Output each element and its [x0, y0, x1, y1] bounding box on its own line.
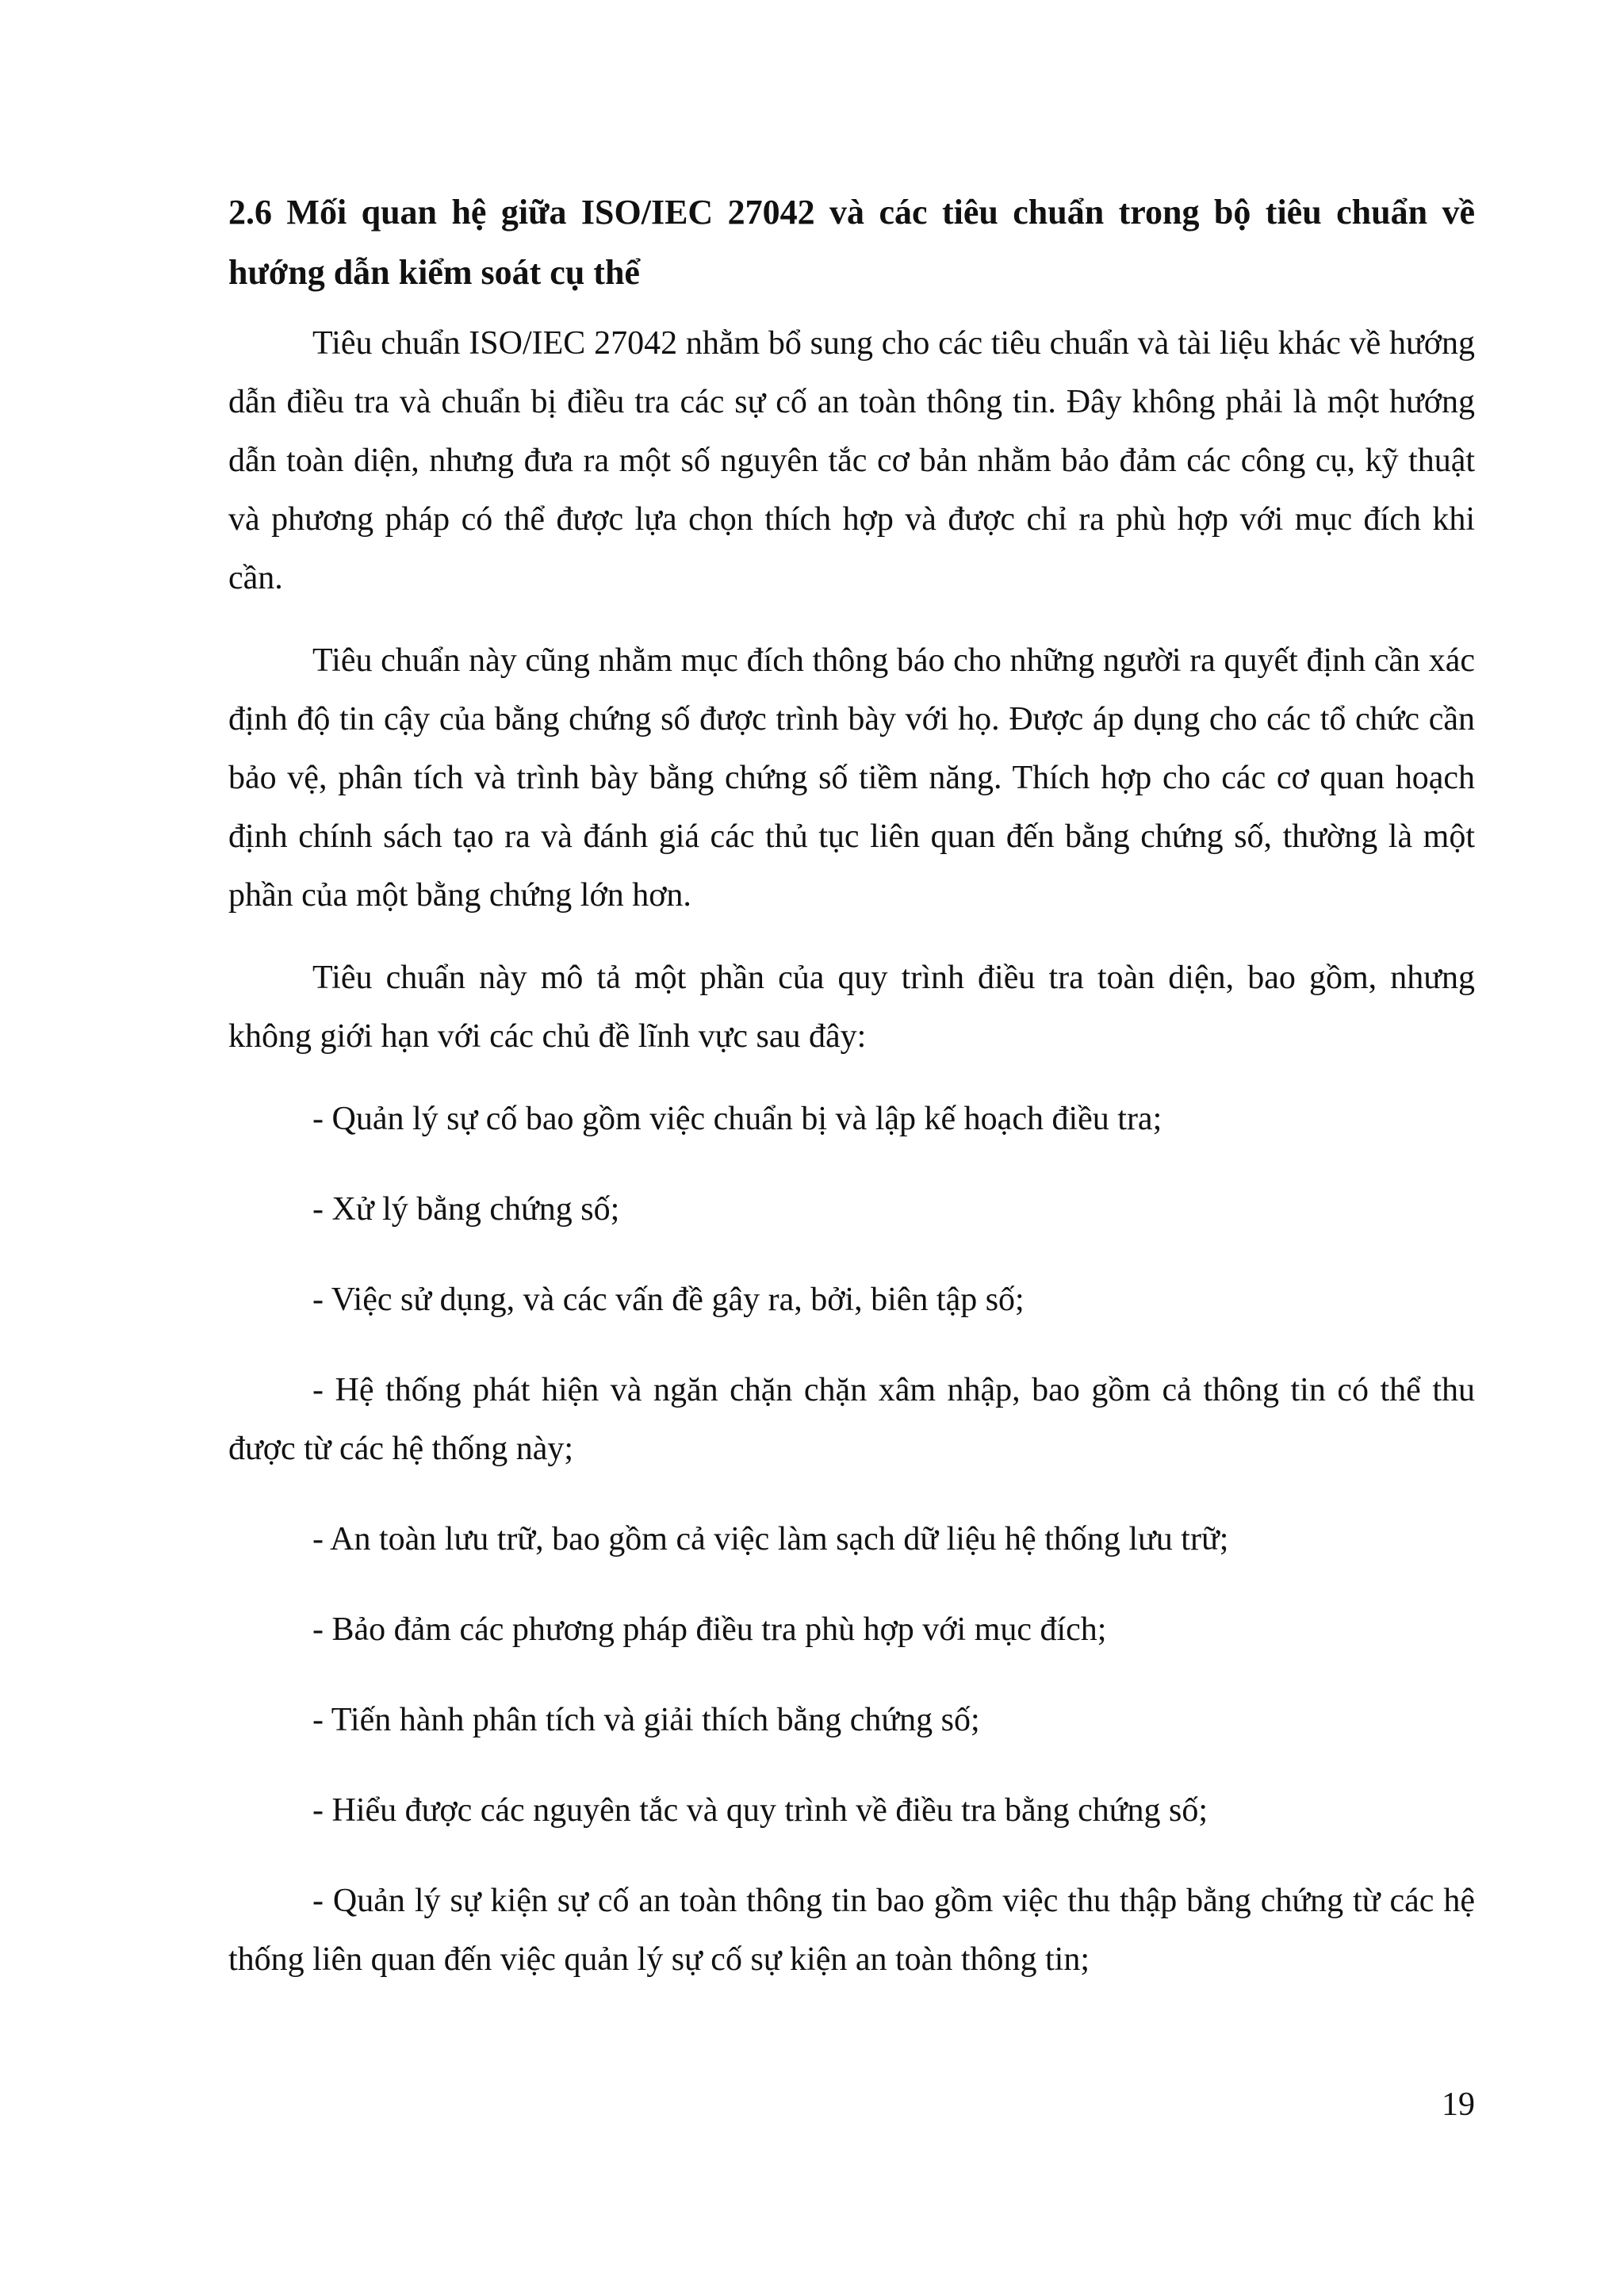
list-item: - Xử lý bằng chứng số; — [312, 1191, 620, 1228]
paragraph-scope: Tiêu chuẩn này mô tả một phần của quy trình điều tra toàn diện, bao gồm, nhưng không giới hạn với các chủ đề lĩnh vực sau đây: — [228, 960, 1475, 1055]
section-heading: 2.6 Mối quan hệ giữa ISO/IEC 27042 và các tiêu chuẩn trong bộ tiêu chuẩn về hướng dẫn kiểm soát cụ thể — [228, 193, 1475, 292]
list-item: - Quản lý sự kiện sự cố an toàn thông tin bao gồm việc thu thập bằng chứng từ các hệ thống liên quan đến việc quản lý sự cố sự kiện an toàn thông tin; — [228, 1883, 1475, 1978]
page-number: 19 — [1442, 2086, 1475, 2123]
list-item: - Hiểu được các nguyên tắc và quy trình về điều tra bằng chứng số; — [312, 1792, 1208, 1829]
document-page — [228, 182, 1475, 2021]
list-item: - Bảo đảm các phương pháp điều tra phù hợp với mục đích; — [312, 1611, 1107, 1648]
list-item: - Việc sử dụng, và các vấn đề gây ra, bởi, biên tập số; — [312, 1282, 1025, 1318]
paragraph-purpose: Tiêu chuẩn này cũng nhằm mục đích thông báo cho những người ra quyết định cần xác định độ tin cậy của bằng chứng số được trình bày với họ. Được áp dụng cho các tổ chức cần bảo vệ, phân tích và trình bày bằng chứng số tiềm năng. Thích hợp cho các cơ quan hoạch định chính sách tạo ra và đánh giá các thủ tục liên quan đến bằng chứng số, thường là một phần của một bằng chứng lớn hơn. — [228, 642, 1475, 914]
list-item: - Tiến hành phân tích và giải thích bằng chứng số; — [312, 1702, 980, 1738]
paragraph-intro: Tiêu chuẩn ISO/IEC 27042 nhằm bổ sung cho các tiêu chuẩn và tài liệu khác về hướng dẫn điều tra và chuẩn bị điều tra các sự cố an toàn thông tin. Đây không phải là một hướng dẫn toàn diện, nhưng đưa ra một số nguyên tắc cơ bản nhằm bảo đảm các công cụ, kỹ thuật và phương pháp có thể được lựa chọn thích hợp và được chỉ ra phù hợp với mục đích khi cần. — [228, 325, 1475, 596]
list-item: - Quản lý sự cố bao gồm việc chuẩn bị và lập kế hoạch điều tra; — [312, 1101, 1162, 1137]
list-item: - An toàn lưu trữ, bao gồm cả việc làm sạch dữ liệu hệ thống lưu trữ; — [312, 1521, 1229, 1557]
list-item: - Hệ thống phát hiện và ngăn chặn chặn xâm nhập, bao gồm cả thông tin có thể thu được từ các hệ thống này; — [228, 1372, 1475, 1467]
